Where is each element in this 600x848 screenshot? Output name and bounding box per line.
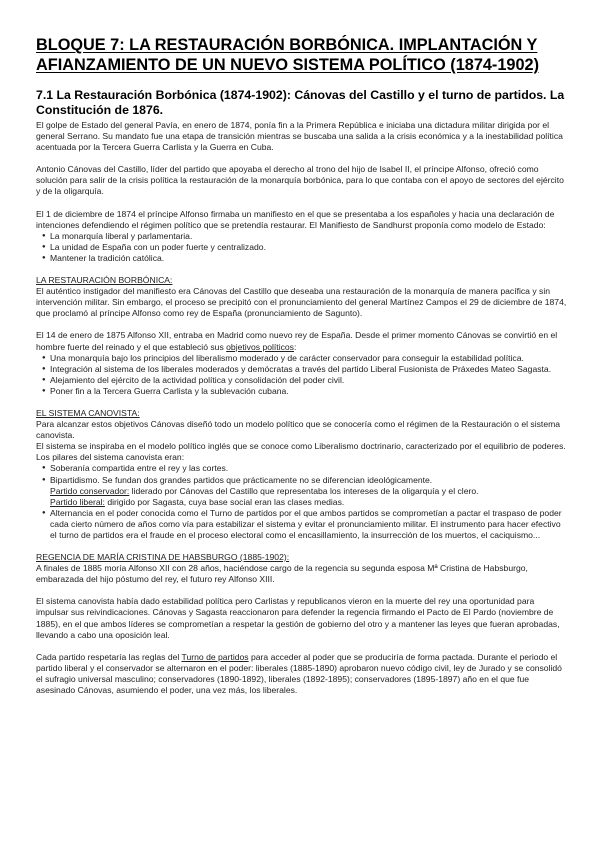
list-item: ● Una monarquía bajo los principios del liberalismo moderado y de carácter conservador para conseguir la estabilidad política.	[36, 353, 568, 364]
objetivos-politicos-term: objetivos políticos	[226, 341, 294, 352]
objetivos-list	[36, 353, 568, 397]
section-heading-regencia: REGENCIA DE MARÍA CRISTINA DE HABSBURGO (1885-1902):	[36, 552, 290, 563]
pilares-list-cont	[36, 508, 568, 541]
section-heading-7-1: 7.1 La Restauración Borbónica (1874-1902): Cánovas del Castillo y el turno de partidos. La Constitución de 1876.	[36, 88, 565, 117]
list-item: ● Poner fin a la Tercera Guerra Carlista y la sublevación cubana.	[36, 386, 568, 397]
paragraph: El golpe de Estado del general Pavía, en enero de 1874, ponía fin a la Primera República e iniciaba una dictadura militar dirigida por el general Serrano. Su mandato fue una etapa de transición mientras se buscaba una salida a la crisis económica y a la inestabilidad política acentuada por la Tercera Guerra Carlista y la Guerra en Cuba.	[36, 120, 563, 153]
list-item: ● Integración al sistema de los liberales moderados y demócratas a través del partido Liberal Fusionista de Práxedes Mateo Sagasta.	[36, 364, 568, 375]
paragraph: El sistema canovista había dado estabilidad política pero Carlistas y republicanos vieron en la muerte del rey una oportunidad para impulsar sus reivindicaciones. Cánovas y Sagasta reaccionaron para defender la regencia firmando el Pacto de El Pardo (noviembre de 1885), en el que ambos líderes se comprometían a respetar la gestión de gobierno del otro y a mantener las leyes que fueran aprobadas, llevando a cabo una oposición leal.	[36, 596, 560, 640]
section-heading-restauracion: LA RESTAURACIÓN BORBÓNICA:	[36, 275, 173, 286]
section-heading-canovista: EL SISTEMA CANOVISTA:	[36, 407, 140, 418]
list-item: ● Mantener la tradición católica.	[36, 253, 568, 264]
pilares-list	[36, 463, 568, 485]
list-item: ● La unidad de España con un poder fuerte y centralizado.	[36, 242, 568, 253]
document-page	[36, 36, 568, 696]
paragraph: A finales de 1885 moría Alfonso XII con 28 años, haciéndose cargo de la regencia su segunda esposa Mª Cristina de Habsburgo, embarazada del hijo póstumo del rey, el futuro rey Alfonso XIII.	[36, 563, 528, 585]
paragraph: El 14 de enero de 1875 Alfonso XII, entraba en Madrid como nuevo rey de España. Desde el primer momento Cánovas se convirtió en el hombre fuerte del reinado y el que estableció sus objetivos políticos:	[36, 330, 558, 352]
list-item: ● Alejamiento del ejército de la actividad política y consolidación del poder civil.	[36, 375, 568, 386]
paragraph: El sistema se inspiraba en el modelo político inglés que se conoce como Liberalismo doctrinario, caracterizado por el equilibrio de poderes. Los pilares del sistema canovista eran:	[36, 441, 566, 463]
paragraph: Cada partido respetaría las reglas del Turno de partidos para acceder al poder que se produciría de forma pactada. Durante el periodo el partido liberal y el conservador se alternaron en el poder: liberales (1885-1890) aprobaron nuevo código civil, ley de Jurado y se consolidó el sufragio universal masculino; conservadores (1890-1892), liberales (1892-1895); conservadores (1895-1897) año en el que fue asesinado Cánovas, asumiendo el poder, una vez más, los liberales.	[36, 651, 562, 696]
list-item: ● La monarquía liberal y parlamentaria.	[36, 231, 568, 242]
paragraph: Para alcanzar estos objetivos Cánovas diseñó todo un modelo político que se conocería como el régimen de la Restauración o el sistema canovista.	[36, 419, 561, 441]
partido-liberal-line: Partido liberal: dirigido por Sagasta, cuya base social eran las clases medias.	[50, 496, 345, 507]
document-title: BLOQUE 7: LA RESTAURACIÓN BORBÓNICA. IMPLANTACIÓN Y AFIANZAMIENTO DE UN NUEVO SISTEMA POLÍTICO (1874-1902)	[36, 36, 539, 74]
list-item: ● Bipartidismo. Se fundan dos grandes partidos que prácticamente no se diferencian ideológicamente.	[36, 475, 568, 486]
sandhurst-list	[36, 231, 568, 264]
turno-de-partidos-term: Turno de partidos	[181, 651, 249, 662]
paragraph: Antonio Cánovas del Castillo, líder del partido que apoyaba el derecho al trono del hijo de Isabel II, el príncipe Alfonso, ofreció como solución para salir de la crisis política la restauración de la monarquía borbónica, para lo que contaba con el apoyo de sectores del ejército y de la oligarquía.	[36, 164, 564, 197]
paragraph: El auténtico instigador del manifiesto era Cánovas del Castillo que deseaba una restauración de la monarquía de manera pacífica y sin intervención militar. Sin embargo, el proceso se precipitó con el pronunciamiento del general Martínez Campos el 29 de diciembre de 1874, que proclamó al príncipe Alfonso como rey de España (pronunciamiento de Sagunto).	[36, 286, 567, 319]
paragraph: El 1 de diciembre de 1874 el príncipe Alfonso firmaba un manifiesto en el que se presentaba a los españoles y hacia una declaración de intenciones defendiendo el régimen político que se pretendía restaurar. El Manifiesto de Sandhurst proponía como modelo de Estado:	[36, 208, 555, 230]
partido-conservador-line: Partido conservador: liderado por Cánovas del Castillo que representaba los intereses de la oligarquía y el clero.	[50, 485, 479, 496]
list-item: ● Alternancia en el poder conocida como el Turno de partidos por el que ambos partidos se comprometían a pactar el traspaso de poder cada cierto número de años como vía para estabilizar el sistema y evitar el pronunciamiento militar. El instrumento para hacer efectivo el turno de partidos era el fraude en el proceso electoral como el encasillamiento, la insurrección de los muertos, el caciquismo...	[36, 508, 568, 541]
list-item: ● Soberanía compartida entre el rey y las cortes.	[36, 463, 568, 474]
